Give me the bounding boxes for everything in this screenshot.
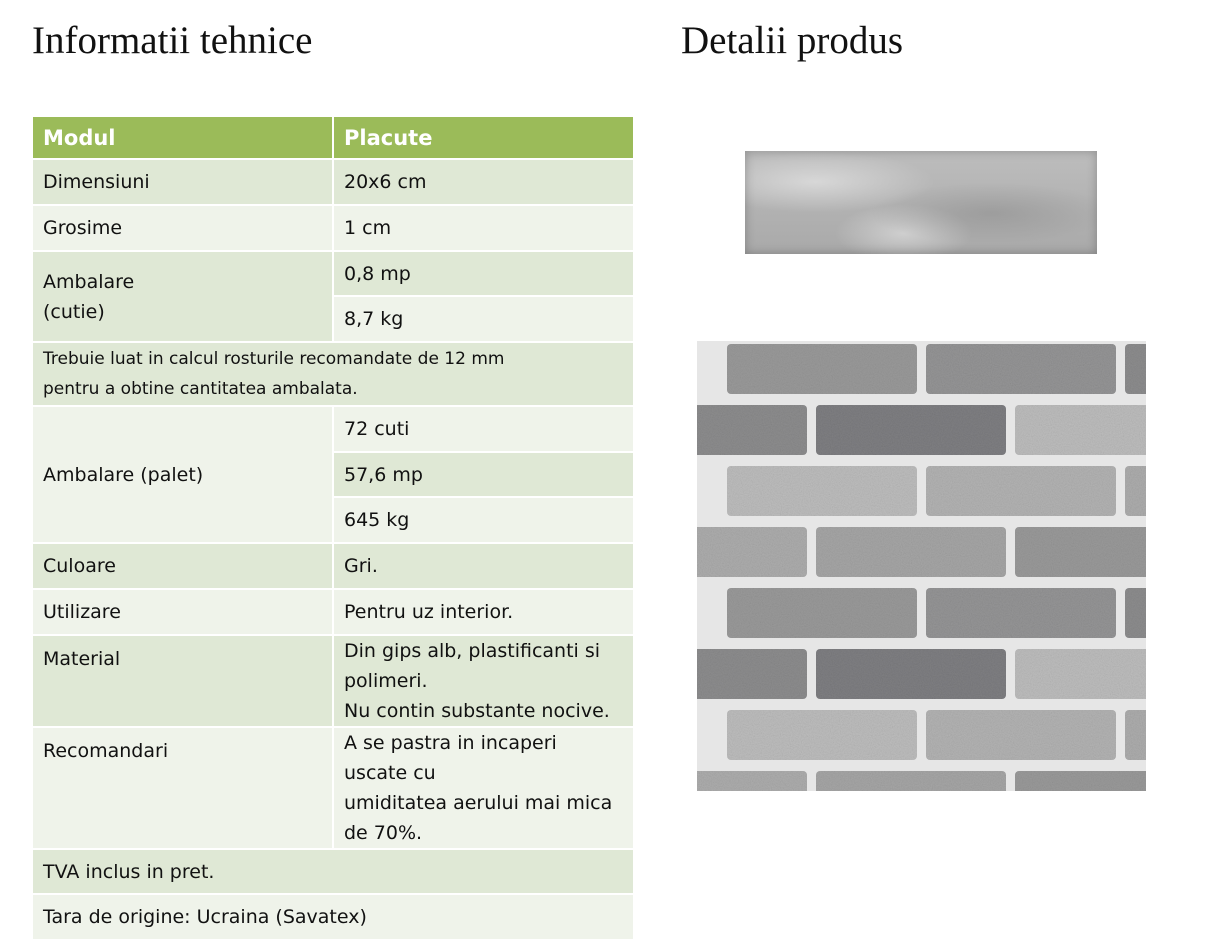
brick — [697, 649, 807, 699]
row-value-palet-boxes: 72 cuti — [333, 406, 634, 452]
brick — [816, 405, 1006, 455]
brick — [697, 405, 807, 455]
row-value-ambalare-cutie-weight: 8,7 kg — [333, 296, 634, 342]
packaging-note — [32, 342, 634, 406]
recomandari-line2: umiditatea aerului mai mica de 70%. — [344, 792, 613, 844]
brick — [697, 527, 807, 577]
row-label-material: Material — [32, 635, 333, 727]
table-row — [32, 205, 634, 251]
brick — [1125, 466, 1146, 516]
row-value-utilizare: Pentru uz interior. — [333, 589, 634, 635]
table-row — [32, 251, 634, 296]
brick — [1015, 527, 1146, 577]
packaging-note-line1: Trebuie luat in calcul rosturile recomandate de 12 mm — [43, 349, 505, 369]
table-row — [32, 727, 634, 849]
table-row — [32, 342, 634, 406]
brick — [926, 710, 1116, 760]
row-value-material — [333, 635, 634, 727]
table-row — [32, 849, 634, 894]
brick — [926, 588, 1116, 638]
brick — [1015, 649, 1146, 699]
packaging-note-line2: pentru a obtine cantitatea ambalata. — [43, 379, 358, 399]
row-value-recomandari — [333, 727, 634, 849]
ambalare-cutie-line1: Ambalare — [43, 270, 135, 293]
product-details-heading: Detalii produs — [681, 19, 904, 62]
brick — [1125, 710, 1146, 760]
row-value-ambalare-cutie-area: 0,8 mp — [333, 251, 634, 296]
brick — [926, 466, 1116, 516]
row-label-recomandari: Recomandari — [32, 727, 333, 849]
brick — [1015, 771, 1146, 791]
row-label-ambalare-palet: Ambalare (palet) — [32, 406, 333, 543]
material-line2: Nu contin substante nocive. — [344, 700, 610, 722]
row-value-grosime: 1 cm — [333, 205, 634, 251]
brick — [1125, 344, 1146, 394]
brick — [727, 466, 917, 516]
table-row — [32, 543, 634, 589]
row-label-grosime: Grosime — [32, 205, 333, 251]
table-row — [32, 406, 634, 452]
table-row — [32, 635, 634, 727]
table-row — [32, 159, 634, 205]
table-row — [32, 589, 634, 635]
recomandari-line1: A se pastra in incaperi uscate cu — [344, 732, 557, 784]
row-label-ambalare-cutie — [32, 251, 333, 342]
row-label-utilizare: Utilizare — [32, 589, 333, 635]
row-label-dimensiuni: Dimensiuni — [32, 159, 333, 205]
brick — [816, 649, 1006, 699]
ambalare-cutie-line2: (cutie) — [43, 300, 105, 323]
brick — [1125, 588, 1146, 638]
brick — [727, 344, 917, 394]
brick — [1015, 405, 1146, 455]
brick — [727, 710, 917, 760]
row-value-dimensiuni: 20x6 cm — [333, 159, 634, 205]
row-value-palet-area: 57,6 mp — [333, 452, 634, 497]
brick-tile-image — [745, 151, 1097, 254]
brick — [816, 771, 1006, 791]
origin-note: Tara de origine: Ucraina (Savatex) — [32, 894, 634, 940]
brick-wall-image — [697, 341, 1146, 791]
brick-wall-svg — [697, 341, 1146, 791]
technical-info-heading: Informatii tehnice — [32, 19, 313, 62]
vat-note: TVA inclus in pret. — [32, 849, 634, 894]
header-placute: Placute — [333, 116, 634, 159]
spec-table — [31, 115, 635, 941]
brick — [926, 344, 1116, 394]
table-header-row — [32, 116, 634, 159]
row-value-palet-weight: 645 kg — [333, 497, 634, 543]
row-value-culoare: Gri. — [333, 543, 634, 589]
row-label-culoare: Culoare — [32, 543, 333, 589]
brick — [816, 527, 1006, 577]
table-row — [32, 894, 634, 940]
brick — [697, 771, 807, 791]
header-modul: Modul — [32, 116, 333, 159]
material-line1: Din gips alb, plastificanti si polimeri. — [344, 640, 601, 692]
brick — [727, 588, 917, 638]
